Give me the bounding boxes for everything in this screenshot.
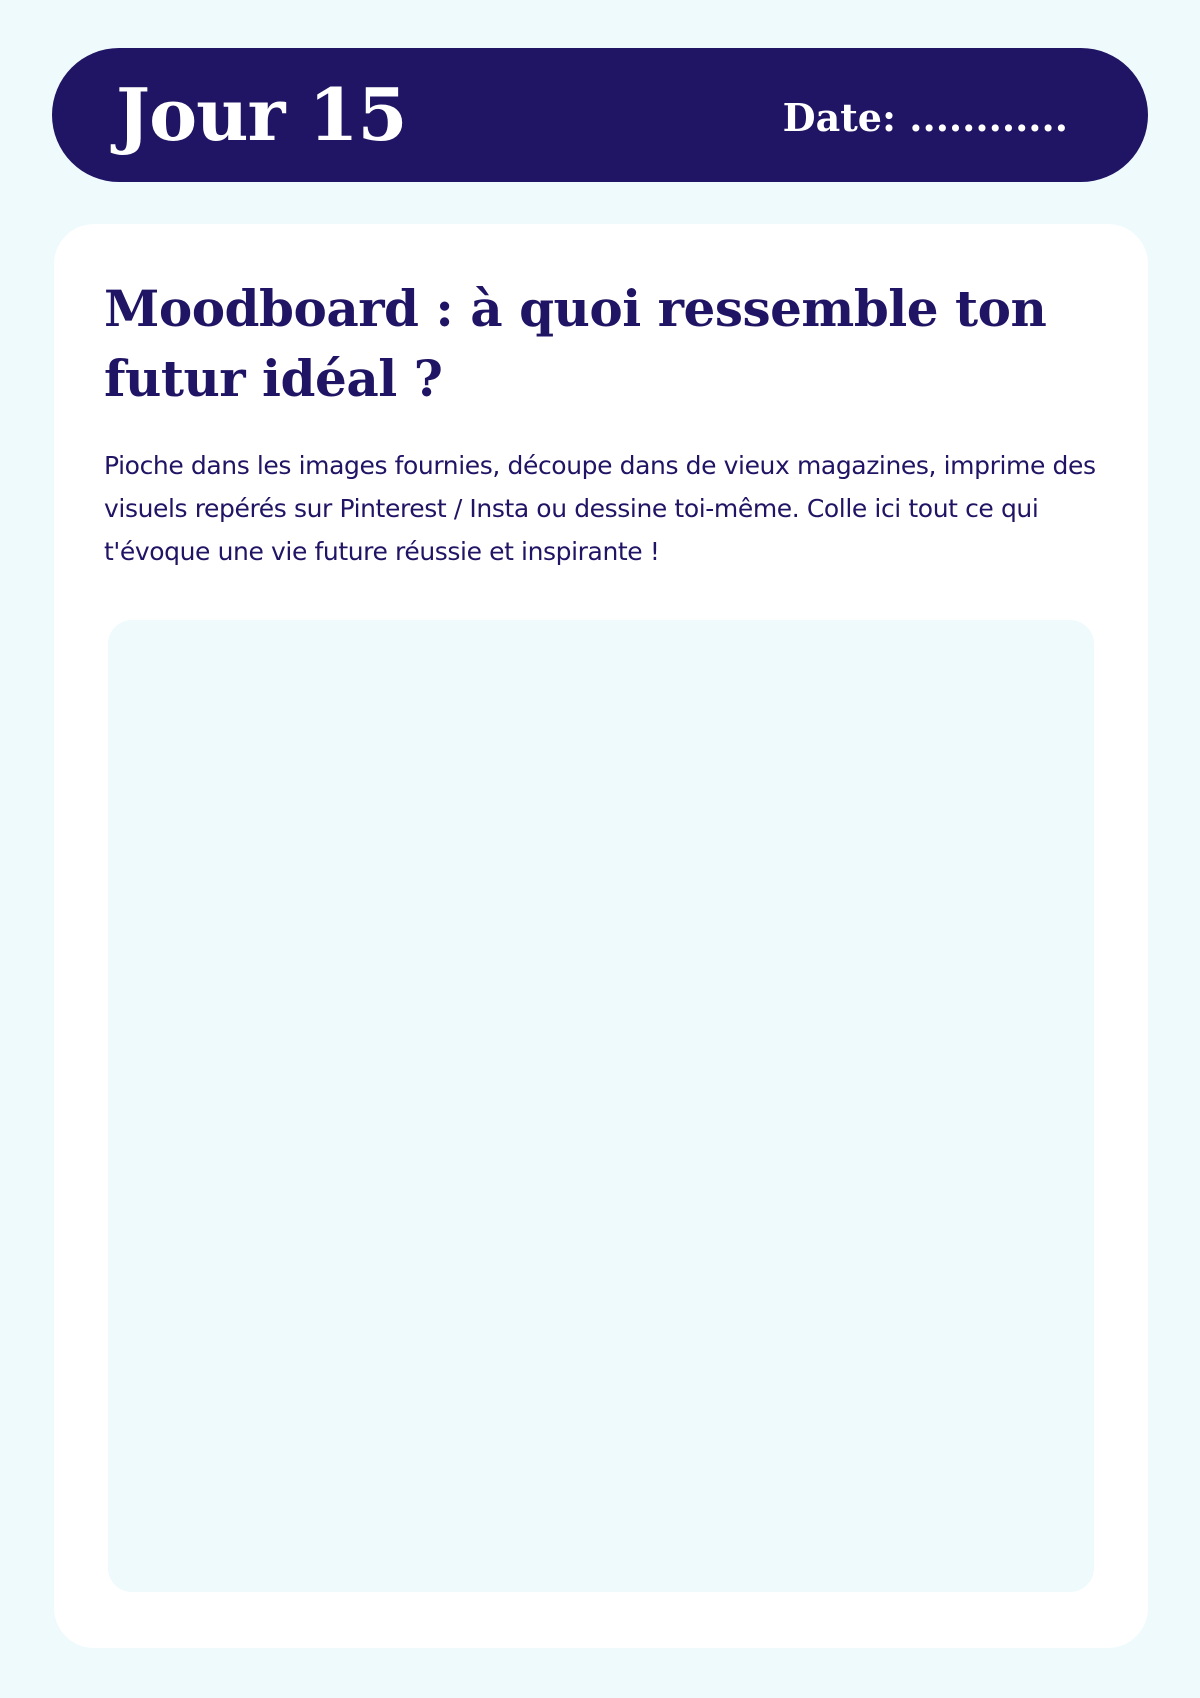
collage-area	[108, 620, 1094, 1592]
day-title: Jour 15	[116, 72, 407, 157]
date-label: Date: ............	[782, 95, 1068, 140]
moodboard-card	[54, 224, 1148, 1648]
card-heading: Moodboard : à quoi ressemble ton futur idéal ?	[104, 279, 1047, 408]
header-bar	[52, 48, 1148, 182]
card-instructions: Pioche dans les images fournies, découpe dans de vieux magazines, imprime des visuels repérés sur Pinterest / Insta ou dessine toi-même. Colle ici tout ce qui t'évoque une vie future réussie et inspirante !	[104, 451, 1096, 566]
